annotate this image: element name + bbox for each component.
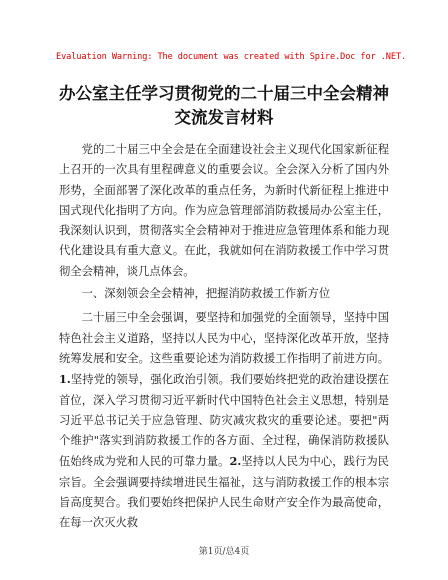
document-title-line-2: 交流发言材料	[174, 108, 274, 127]
evaluation-watermark: Evaluation Warning: The document was created with Spire.Doc for .NET.	[56, 52, 407, 62]
section-heading-1: 一、深刻领会全会精神，把握消防救援工作新方位	[81, 287, 331, 301]
document-body	[59, 140, 389, 534]
section-1-text-b: 坚持党的领导，强化政治引领。我们要始终把党的政治建设摆在首位，深入学习贯彻习近平新时代中国特色社会主义思想，特别是习近平总书记关于应急管理、防灾减灾救灾的重要论述。要把"两个维护"落实到消防救援工作的各方面、全过程，确保消防救援队伍始终成为党和人民的可靠力量。	[59, 373, 389, 469]
list-number-2: 2.	[229, 454, 242, 469]
intro-paragraph: 党的二十届三中全会是在全面建设社会主义现代化国家新征程上召开的一次具有里程碑意义的重要会议。全会深入分析了国内外形势，全面部署了深化改革的重点任务，为新时代新征程上推进中国式现代化指明了方向。作为应急管理部消防救援局办公室主任，我深刻认识到，贯彻落实全会精神对于推进应急管理体系和能力现代化建设具有重大意义。在此，我就如何在消防救援工作中学习贯彻全会精神，谈几点体会。	[59, 143, 389, 278]
section-1-text-c: 坚持以人民为中心，践行为民宗旨。全会强调要持续增进民生福祉，这与消防救援工作的根本宗旨高度契合。我们要始终把保护人民生命财产安全作为最高使命，在每一次灭火救	[59, 455, 389, 530]
list-number-1: 1.	[59, 372, 71, 387]
page-footer: 第1页/总4页	[198, 547, 250, 557]
document-title-line-1: 办公室主任学习贯彻党的二十届三中全会精神	[59, 84, 389, 103]
section-1-text-a: 二十届三中全会强调，要坚持和加强党的全面领导，坚持中国特色社会主义道路，坚持以人民为中心，坚持深化改革开放，坚持统筹发展和安全。这些重要论述为消防救援工作指明了前进方向。	[59, 311, 389, 365]
section-1-paragraph	[59, 308, 389, 533]
